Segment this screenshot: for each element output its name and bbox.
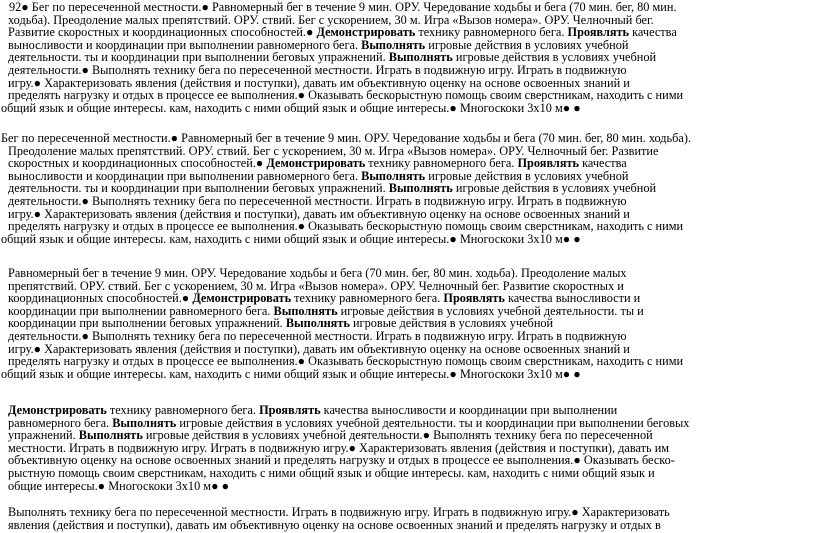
bold-term: Демонстрировать	[8, 403, 107, 417]
paragraph-3	[1, 266, 684, 381]
bold-term: Выполнять	[78, 428, 143, 443]
text-line: выносливости и координации при выполнении равномерного бега. Выполнять игровые действия в условиях учебной	[8, 37, 629, 52]
text-line: пределять нагрузку и отдых в процессе ее выполнения.● Оказывать бескорыстную помощь своим сверстникам, находить с ними	[8, 354, 684, 369]
bold-term: Выполнять	[388, 50, 453, 65]
text-line: деятельности.● Выполнять технику бега по пересеченной местности. Играть в подвижную игру. Играть в подвижную	[8, 328, 627, 343]
text-line: рыстную помощь своим сверстникам, находить с ними общий язык и общие интересы. кам, находить с ними общий язык и	[8, 465, 655, 480]
text-line: игру.● Характеризовать явления (действия и поступки), давать им объективную оценку на основе освоенных знаний и	[8, 75, 630, 90]
text-line: общий язык и общие интересы. кам, находить с ними общий язык и общие интересы.● Многоскоки 3х10 м● ●	[1, 366, 581, 381]
text-line: пределять нагрузку и отдых в процессе ее выполнения.● Оказывать бескорыстную помощь своим сверстникам, находить с ними	[8, 219, 684, 234]
text-line: пределять нагрузку и отдых в процессе ее выполнения.● Оказывать бескорыстную помощь своим сверстникам, находить с ними	[8, 88, 684, 103]
text-line: препятствий. ОРУ. ствий. Бег с ускорением, 30 м. Игра «Вызов номера». ОРУ. Челночный бег. Развитие скоростных и	[8, 278, 624, 293]
text-line: объективную оценку на основе освоенных знаний и пределять нагрузку и отдых в процессе ее выполнения.● Оказывать беско-	[8, 453, 675, 468]
text-line: общий язык и общие интересы. кам, находить с ними общий язык и общие интересы.● Многоскоки 3х10 м● ●	[1, 100, 581, 115]
bold-term: Демонстрировать	[266, 156, 366, 171]
text-line: координации при выполнении равномерного бега. Выполнять игровые действия в условиях учебной деятельности. ты и	[8, 303, 644, 318]
text-line: Бег по пересеченной местности.● Равномерный бег в течение 9 мин. ОРУ. Чередование ходьбы и бега (70 мин. бег, 80 мин. ходьба).	[1, 131, 692, 145]
text-line: деятельности.● Выполнять технику бега по пересеченной местности. Играть в подвижную игру. Играть в подвижную	[8, 62, 627, 77]
bold-term: Демонстрировать	[192, 291, 292, 306]
text-line: 92● Бег по пересеченной местности.● Равномерный бег в течение 9 мин. ОРУ. Чередование ходьбы и бега (70 мин. бег, 80 мин.	[9, 0, 677, 14]
paragraph-2	[1, 131, 692, 246]
bold-term: Выполнять	[285, 316, 350, 331]
text-line: упражнений. Выполнять игровые действия в условиях учебной деятельности.● Выполнять технику бега по пересеченной	[8, 428, 653, 443]
text-line: явления (действия и поступки), давать им объективную оценку на основе освоенных знаний и пределять нагрузку и отдых в	[8, 517, 661, 532]
paragraph-4	[8, 404, 689, 492]
bold-term: Проявлять	[443, 291, 505, 306]
text-line: равномерного бега. Выполнять игровые действия в условиях учебной деятельности. ты и координации при выполнении беговых	[8, 415, 690, 430]
bold-term: Выполнять	[112, 415, 177, 430]
bold-term: Проявлять	[567, 25, 630, 40]
text-line: Преодоление малых препятствий. ОРУ. ствий. Бег с ускорением, 30 м. Игра «Вызов номера». ОРУ. Челночный бег. Развитие	[8, 143, 659, 158]
text-line: общий язык и общие интересы. кам, находить с ними общий язык и общие интересы.● Многоскоки 3х10 м● ●	[1, 231, 581, 246]
text-line: ходьба). Преодоление малых препятствий. ОРУ. ствий. Бег с ускорением, 30 м. Игра «Вызов номера». ОРУ. Челночный бег.	[8, 12, 654, 27]
bold-term: Выполнять	[388, 181, 453, 196]
text-line: Выполнять технику бега по пересеченной местности. Играть в подвижную игру. Играть в подвижную игру.● Характеризовать	[8, 505, 670, 519]
text-line: выносливости и координации при выполнении равномерного бега. Выполнять игровые действия в условиях учебной	[8, 168, 629, 183]
text-line: деятельности.● Выполнять технику бега по пересеченной местности. Играть в подвижную игру. Играть в подвижную	[8, 193, 627, 208]
bold-term: Выполнять	[361, 168, 426, 183]
text-line: деятельности. ты и координации при выполнении беговых упражнений. Выполнять игровые действия в условиях учебной	[8, 181, 657, 196]
bold-term: Проявлять	[259, 403, 321, 417]
text-line: местности. Играть в подвижную игру. Играть в подвижную игру.● Характеризовать явления (действия и поступки), давать им	[8, 440, 670, 455]
text-line: Демонстрировать технику равномерного бега. Проявлять качества выносливости и координации при выполнении	[8, 403, 618, 417]
text-line: общие интересы.● Многоскоки 3х10 м● ●	[8, 478, 230, 493]
text-line: координации при выполнении беговых упражнений. Выполнять игровые действия в условиях учебной	[8, 316, 554, 331]
bold-term: Выполнять	[361, 37, 426, 52]
text-line: деятельности. ты и координации при выполнении беговых упражнений. Выполнять игровые действия в условиях учебной	[8, 50, 657, 65]
bold-term: Выполнять	[273, 303, 338, 318]
text-line: скоростных и координационных способностей.● Демонстрировать технику равномерного бега. Проявлять качества	[8, 156, 627, 171]
text-line: Равномерный бег в течение 9 мин. ОРУ. Чередование ходьбы и бега (70 мин. бег, 80 мин. ходьба). Преодоление малых	[8, 266, 627, 280]
paragraph-5	[8, 506, 670, 531]
text-line: игру.● Характеризовать явления (действия и поступки), давать им объективную оценку на основе освоенных знаний и	[8, 206, 630, 221]
text-line: Развитие скоростных и координационных способностей.● Демонстрировать технику равномерного бега. Проявлять качества	[8, 25, 677, 40]
text-line: координационных способностей.● Демонстрировать технику равномерного бега. Проявлять качества выносливости и	[8, 291, 641, 306]
bold-term: Демонстрировать	[316, 25, 416, 40]
paragraph-1	[1, 0, 684, 115]
bold-term: Проявлять	[517, 156, 580, 171]
text-line: игру.● Характеризовать явления (действия и поступки), давать им объективную оценку на основе освоенных знаний и	[8, 341, 630, 356]
